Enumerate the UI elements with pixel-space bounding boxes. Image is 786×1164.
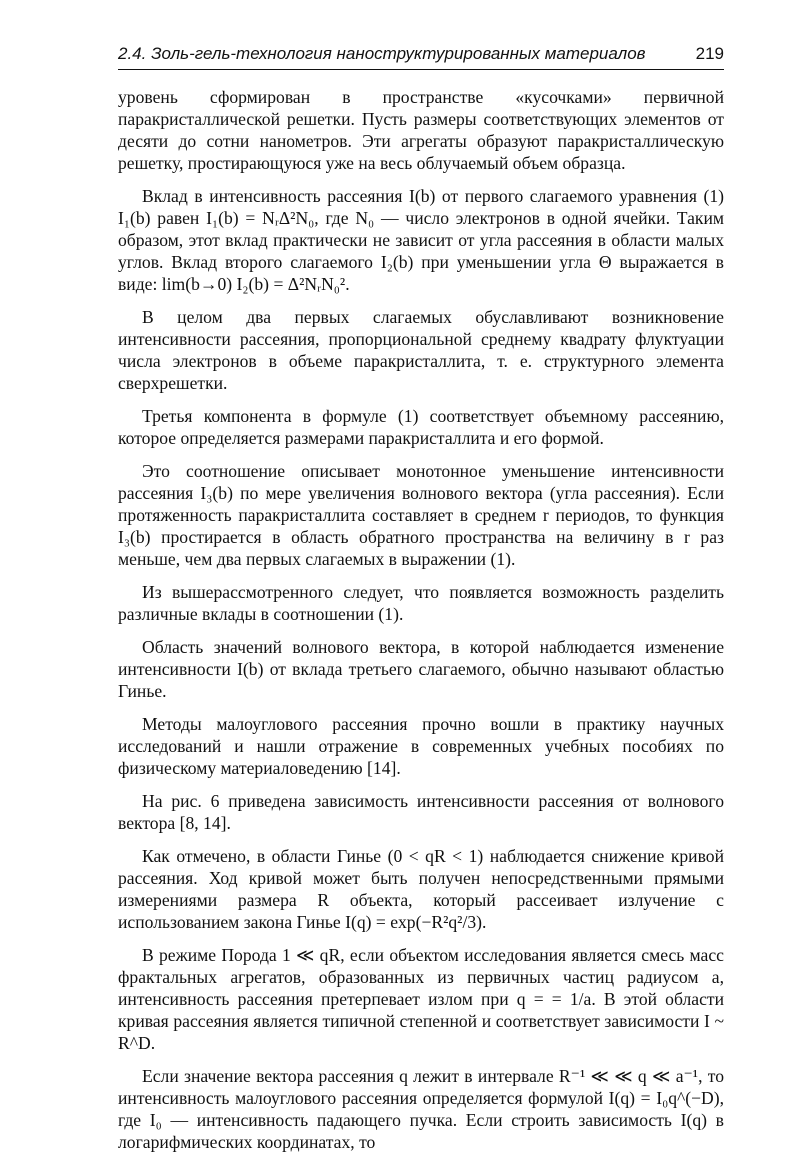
paragraph-10: Как отмечено, в области Гинье (0 < qR < 1) наблюдается снижение кривой рассеяния. Ход кривой может быть получен непосредственными прямыми измерениями размера R объекта, который рассеивает излучение с использованием закона Гинье I(q) = exp(−R²q²/3). [118,846,724,932]
chapter-title: 2.4. Золь-гель-технология наноструктурированных материалов [118,44,646,63]
paragraph-9: На рис. 6 приведена зависимость интенсивности рассеяния от волнового вектора [8, 14]. [118,791,724,833]
paragraph-8: Методы малоуглового рассеяния прочно вошли в практику научных исследований и нашли отражение в современных учебных пособиях по физическому материаловедению [14]. [118,714,724,778]
paragraph-11: В режиме Порода 1 ≪ qR, если объектом исследования является смесь масс фрактальных агрегатов, образованных из первичных частиц радиусом a, интенсивность рассеяния претерпевает излом при q = = 1/a. В этой области кривая рассеяния является типичной степенной и соответствует зависимости I ~ R^D. [118,945,724,1053]
running-head [118,44,724,70]
header-rule [118,69,724,70]
paragraph-3: В целом два первых слагаемых обуславливают возникновение интенсивности рассеяния, пропорциональной среднему квадрату флуктуации числа электронов в объеме паракристаллита, т. е. структурного элемента сверхрешетки. [118,307,724,393]
body-text [118,86,724,1164]
paragraph-4: Третья компонента в формуле (1) соответствует объемному рассеянию, которое определяется размерами паракристаллита и его формой. [118,406,724,448]
paragraph-7: Область значений волнового вектора, в которой наблюдается изменение интенсивности I(b) от вклада третьего слагаемого, обычно называют областью Гинье. [118,637,724,701]
paragraph-12: Если значение вектора рассеяния q лежит в интервале R⁻¹ ≪ ≪ q ≪ a⁻¹, то интенсивность малоуглового рассеяния определяется формулой I(q) = I₀q^(−D), где I₀ — интенсивность падающего пучка. Если строить зависимость I(q) в логарифмических координатах, то [118,1066,724,1152]
paragraph-2: Вклад в интенсивность рассеяния I(b) от первого слагаемого уравнения (1) I₁(b) равен I₁(b) = NᵣΔ²N₀, где N₀ — число электронов в одной ячейки. Таким образом, этот вклад практически не зависит от угла рассеяния в области малых углов. Вклад второго слагаемого I₂(b) при уменьшении угла Θ выражается в виде: lim(b→0) I₂(b) = Δ²NᵣN₀². [118,186,724,294]
paragraph-1: уровень сформирован в пространстве «кусочками» первичной паракристаллической решетки. Пусть размеры соответствующих элементов от десяти до сотни нанометров. Эти агрегаты образуют паракристаллическую решетку, простирающуюся уже на весь облучаемый объем образца. [118,87,724,173]
paragraph-5: Это соотношение описывает монотонное уменьшение интенсивности рассеяния I₃(b) по мере увеличения волнового вектора (угла рассеяния). Если протяженность паракристаллита составляет в среднем r периодов, то функция I₃(b) простирается в область обратного пространства на величину в r раз меньше, чем два первых слагаемых в выражении (1). [118,461,724,569]
paragraph-6: Из вышерассмотренного следует, что появляется возможность разделить различные вклады в соотношении (1). [118,582,724,624]
page-number: 219 [695,44,724,63]
